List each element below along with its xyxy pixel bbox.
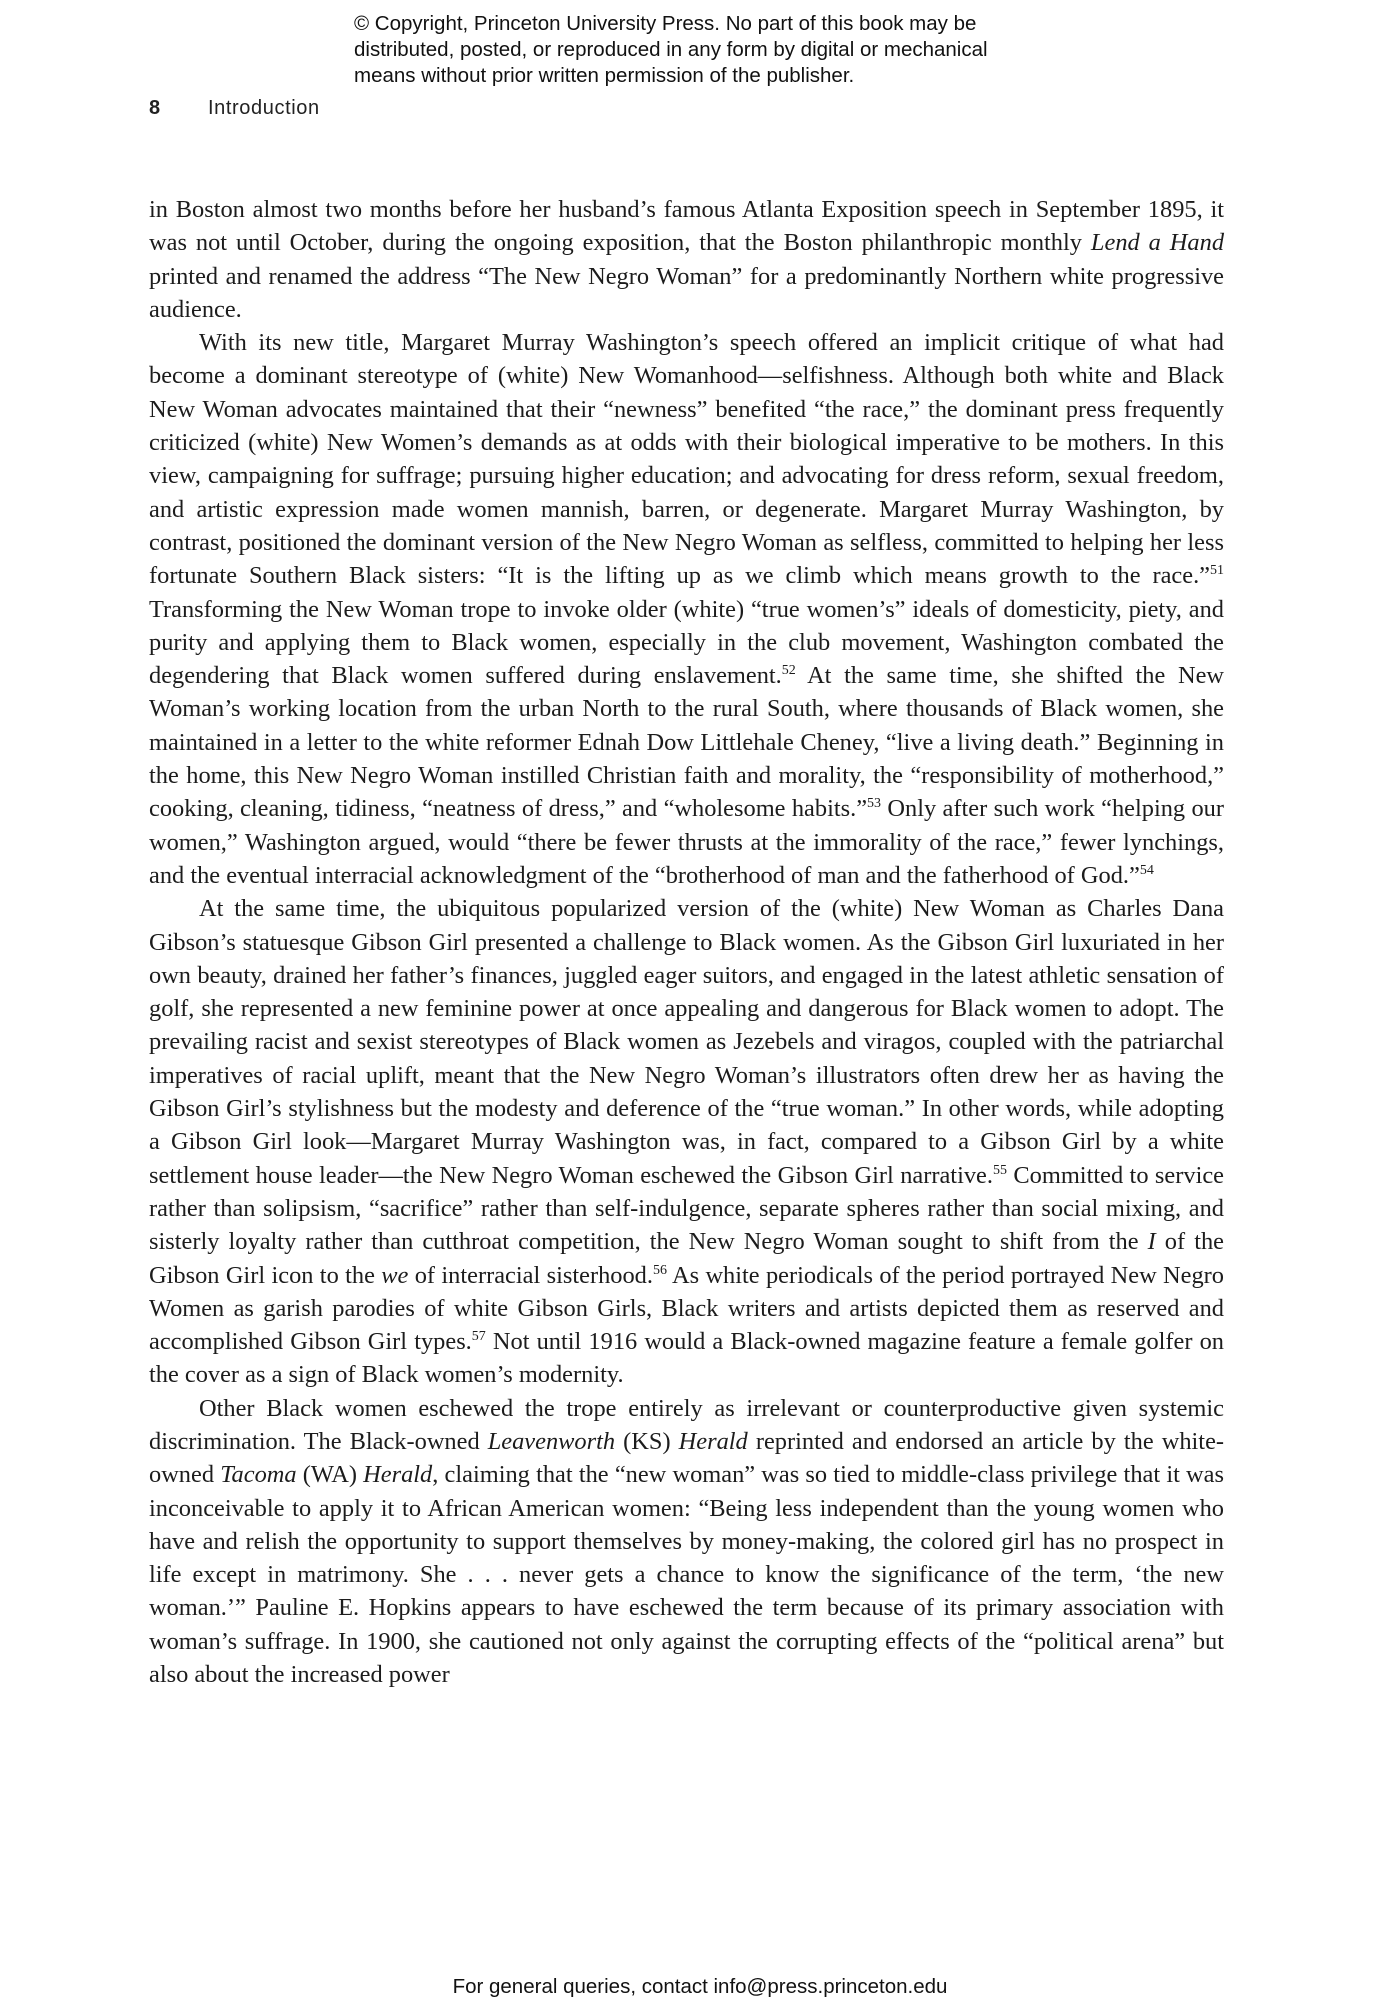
text-run: With its new title, Margaret Murray Washington’s speech offered an implicit critique of what had become a dominant stereotype of (white) New Womanhood—selfishness. Although both white and Black New Woman advocates maintained that their “newness” benefited “the race,” the dominant press frequently criticized (white) New Women’s demands as at odds with their biological imperative to be mothers. In this view, campaigning for suffrage; pursuing higher education; and advocating for dress reform, sexual freedom, and artistic expression made women mannish, barren, or degenerate. Margaret Murray Washington, by contrast, positioned the dominant version of the New Negro Woman as selfless, committed to helping her less fortunate Southern Black sisters: “It is the lifting up as we climb which means growth to the race.” [149,329,1224,590]
body-text [149,193,1224,1691]
text-run: printed and renamed the address “The New Negro Woman” for a predominantly Northern white progressive audience. [149,262,1224,323]
body-paragraph [149,326,1224,892]
running-title: Introduction [208,97,320,119]
italic-text: we [381,1261,409,1289]
text-run: reprinted and endorsed an article by the white-owned [149,1427,1225,1489]
footnote-marker: 51 [1210,563,1224,579]
body-paragraph [149,1392,1224,1692]
text-run: (WA) [296,1461,364,1489]
text-run: , claiming that the “new woman” was so tied to middle-class privilege that it was inconceivable to apply it to African American women: “Being less independent than the young women who have and relish the opportunity to support themselves by money-making, the colored girl has no prospect in life except in matrimony. She . . . never gets a chance to know the significance of the term, ‘the new woman.’” Pauline E. Hopkins appears to have eschewed the term because of its primary association with woman’s suffrage. In 1900, she cautioned not only against the corrupting effects of the “political arena” but also about the increased power [149,1461,1224,1689]
page-number: 8 [149,97,161,119]
italic-text: Leavenworth [487,1427,616,1455]
text-run: (KS) [615,1427,679,1455]
italic-text: Herald [363,1461,433,1489]
footnote-marker: 52 [781,663,796,679]
running-head [149,96,320,120]
text-run: As white periodicals of the period portrayed New Negro Women as garish parodies of white Gibson Girls, Black writers and artists depicted them as reserved and accomplished Gibson Girl types. [149,1261,1224,1356]
text-run: in Boston almost two months before her husband’s famous Atlanta Exposition speech in September 1895, it was not until October, during the ongoing exposition, that the Boston philanthropic monthly [149,196,1224,257]
copyright-notice [354,11,1114,89]
copyright-line: © Copyright, Princeton University Press. No part of this book may be [354,12,977,35]
text-run: Committed to service rather than solipsism, “sacrifice” rather than self-indulgence, separate spheres rather than social mixing, and sisterly loyalty rather than cutthroat competition, the New Negro Woman sought to shift from the [149,1161,1224,1256]
text-run: At the same time, the ubiquitous popularized version of the (white) New Woman as Charles Dana Gibson’s statuesque Gibson Girl presented a challenge to Black women. As the Gibson Girl luxuriated in her own beauty, drained her father’s finances, juggled eager suitors, and engaged in the latest athletic sensation of golf, she represented a new feminine power at once appealing and dangerous for Black women to adopt. The prevailing racist and sexist stereotypes of Black women as Jezebels and viragos, coupled with the patriarchal imperatives of racial uplift, meant that the New Negro Woman’s illustrators often drew her as having the Gibson Girl’s stylishness but the modesty and deference of the “true woman.” In other words, while adopting a Gibson Girl look—Margaret Murray Washington was, in fact, compared to a Gibson Girl by a white settlement house leader—the New Negro Woman eschewed the Gibson Girl narrative. [149,895,1224,1189]
text-run: At the same time, she shifted the New Woman’s working location from the urban North to the rural South, where thousands of Black women, she maintained in a letter to the white reformer Ednah Dow Littlehale Cheney, “live a living death.” Beginning in the home, this New Negro Woman instilled Christian faith and morality, the “responsibility of motherhood,” cooking, cleaning, tidiness, “neatness of dress,” and “wholesome habits.” [149,662,1225,823]
text-run: Only after such work “helping our women,” Washington argued, would “there be fewer thrusts at the immorality of the race,” fewer lynchings, and the eventual interracial acknowledgment of the “brotherhood of man and the fatherhood of God.” [149,795,1224,889]
text-run: of interracial sisterhood. [408,1261,653,1289]
text-run: Other Black women eschewed the trope entirely as irrelevant or counterproductive given systemic discrimination. The Black-owned [149,1394,1224,1455]
text-run: Transforming the New Woman trope to invoke older (white) “true women’s” ideals of domesticity, piety, and purity and applying them to Black women, especially in the club movement, Washington combated the degendering that Black women suffered during enslavement. [149,595,1224,690]
footnote-marker: 55 [992,1162,1007,1178]
text-run: Not until 1916 would a Black-owned magazine feature a female golfer on the cover as a sign of Black women’s modernity. [149,1328,1224,1389]
italic-text: Tacoma [220,1461,297,1489]
italic-text: Herald [678,1427,748,1455]
italic-text: I [1147,1228,1156,1256]
footer-contact: For general queries, contact info@press.princeton.edu [452,1975,948,1998]
footnote-marker: 54 [1139,862,1154,878]
body-paragraph [149,193,1224,326]
copyright-line: distributed, posted, or reproduced in any form by digital or mechanical [354,38,988,61]
footnote-marker: 57 [471,1328,486,1344]
copyright-line: means without prior written permission of the publisher. [354,64,855,87]
footnote-marker: 56 [652,1262,667,1278]
text-run: of the Gibson Girl icon to the [149,1228,1224,1289]
footnote-marker: 53 [867,796,882,812]
italic-text: Lend a Hand [1090,229,1225,257]
body-paragraph [149,892,1224,1391]
